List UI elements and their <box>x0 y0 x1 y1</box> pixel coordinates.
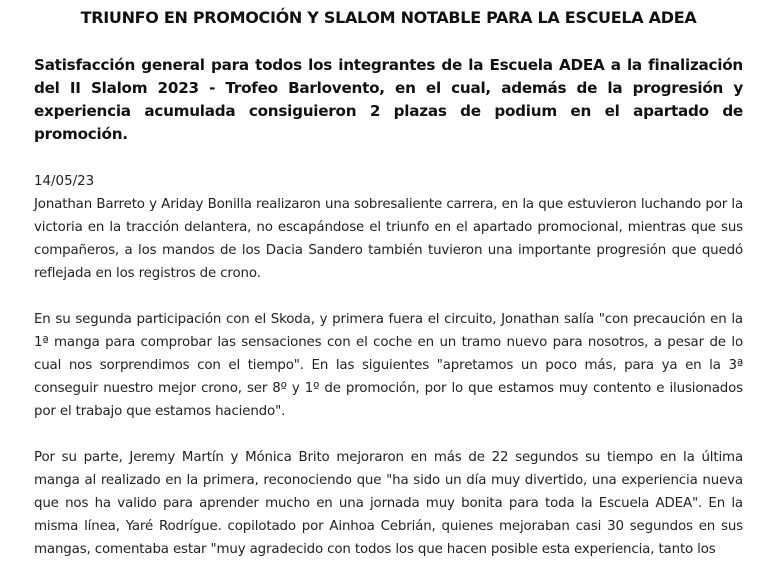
article <box>34 0 743 561</box>
article-title: TRIUNFO EN PROMOCIÓN Y SLALOM NOTABLE PARA LA ESCUELA ADEA <box>80 8 697 27</box>
article-paragraph: Por su parte, Jeremy Martín y Mónica Brito mejoraron en más de 22 segundos su tiempo en la última manga al realizado en la primera, reconociendo que "ha sido un día muy divertido, una experiencia nueva que nos ha valido para aprender mucho en una jornada muy bonita para toda la Escuela ADEA". En la misma línea, Yaré Rodrígue. copilotado por Ainhoa Cebrián, quienes mejoraban casi 30 segundos en sus mangas, comentaba estar "muy agradecido con todos los que hacen posible esta experiencia, tanto los <box>34 450 743 557</box>
article-paragraph: En su segunda participación con el Skoda, y primera fuera el circuito, Jonathan salía "con precaución en la 1ª manga para comprobar las sensaciones con el coche en un tramo nuevo para nosotros, a pesar de lo cual nos sorprendimos con el tiempo". En las siguientes "apretamos un poco más, para ya en la 3ª conseguir nuestro mejor crono, ser 8º y 1º de promoción, por lo que estamos muy contento e ilusionados por el trabajo que estamos haciendo". <box>34 312 743 419</box>
article-lead: Satisfacción general para todos los integrantes de la Escuela ADEA a la finalización del II Slalom 2023 - Trofeo Barlovento, en el cual, además de la progresión y experiencia acumulada consiguieron 2 plazas de podium en el apartado de promoción. <box>34 56 743 143</box>
article-paragraph: Jonathan Barreto y Ariday Bonilla realizaron una sobresaliente carrera, en la que estuvieron luchando por la victoria en la tracción delantera, no escapándose el triunfo en el apartado promocional, mientras que sus compañeros, a los mandos de los Dacia Sandero también tuvieron una importante progresión que quedó reflejada en los registros de crono. <box>34 197 743 281</box>
article-date: 14/05/23 <box>34 174 95 189</box>
